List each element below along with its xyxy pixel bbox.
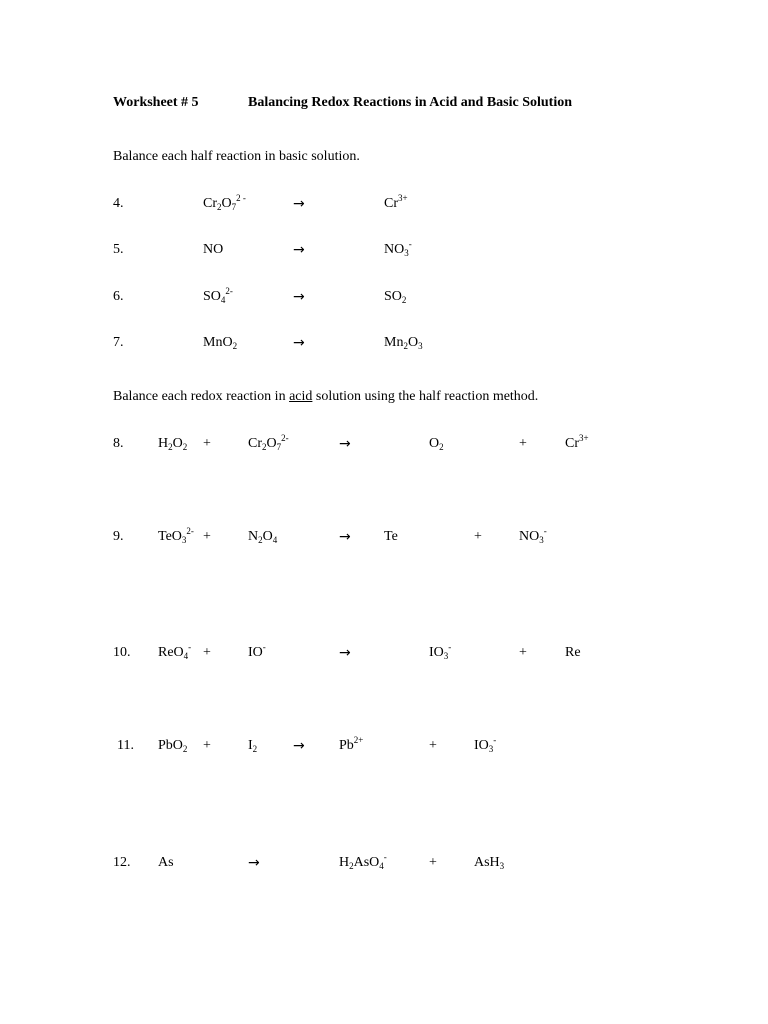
problem-10-reactant-1: ReO$_4$- [158,642,192,661]
problem-7-product: $Mn_2O_3$ [384,335,423,351]
problem-5-product: $NO_3^-$ [384,239,412,258]
problem-9-product-1: Te [384,529,398,544]
problem-8-reactant-1: $H_2O_2$ [158,436,188,452]
problem-8-product-2: $Cr^{3+}$ [565,433,589,451]
problem-10-reactant-2: IO- [248,642,266,660]
problem-8-number: 8. [113,436,124,451]
problem-11-arrow: → [293,738,305,754]
problem-9-reactant-1: TeO$_3^{2-}$ [158,526,194,545]
problem-9-number: 9. [113,529,124,544]
problem-11-product-1: $Pb^{2+}$ [339,735,364,753]
problem-5-number: 5. [113,242,124,257]
problem-8-plus-2: + [519,436,527,451]
problem-12-reactant: As [158,855,174,870]
problem-10-plus-1: + [203,645,211,660]
acid-instruction-part-1: Balance each redox reaction in [113,389,290,404]
problem-9-plus-1: + [203,529,211,544]
problem-7-number: 7. [113,335,124,350]
problem-4-number: 4. [113,196,124,211]
problem-4-reactant: $Cr_2O_7^{2 -}$ [203,193,246,212]
problem-8-reactant-2: $Cr_2O_7^{2-}$ [248,433,289,452]
problem-4-product: $Cr^{3+}$ [384,193,408,211]
problem-12-plus: + [429,855,437,870]
problem-9-product-2: $NO_3^-$ [519,526,547,545]
acid-instruction-underlined-word: acid [289,389,313,404]
problem-6-reactant: $SO_4^{2-}$ [203,286,233,305]
acid-instruction-part-2: solution using the half reaction method. [312,389,539,404]
problem-7-reactant: MnO$_2$ [203,335,238,351]
problem-9-arrow: → [339,529,351,545]
problem-8-plus-1: + [203,436,211,451]
problem-8-arrow: → [339,436,351,452]
problem-10-plus-2: + [519,645,527,660]
problem-4-arrow: → [293,196,305,212]
problem-10-arrow: → [339,645,351,661]
problem-10-number: 10. [113,645,131,660]
problem-6-arrow: → [293,289,305,305]
problem-11-reactant-2: $I_2$ [248,738,258,754]
problem-5-reactant: NO [203,242,224,257]
problem-7-arrow: → [293,335,305,351]
problem-11-number: 11. [117,738,134,753]
problem-5-arrow: → [293,242,305,258]
problem-12-number: 12. [113,855,131,870]
worksheet-title: Balancing Redox Reactions in Acid and Basic Solution [248,95,573,110]
problem-11-product-2: $IO_3^-$ [474,735,497,754]
acid-instruction [113,389,538,405]
problem-6-number: 6. [113,289,124,304]
problem-11-reactant-1: PbO$_2$ [158,738,188,754]
worksheet-number: Worksheet # 5 [113,95,199,110]
problem-10-product-1: $IO_3^-$ [429,642,452,661]
problem-11-plus-2: + [429,738,437,753]
problem-6-product: $SO_2$ [384,289,407,305]
problem-11-plus-1: + [203,738,211,753]
problem-9-plus-2: + [474,529,482,544]
problem-8-product-1: $O_2$ [429,436,444,452]
problem-12-product-1: $H_2AsO_4^-$ [339,852,387,871]
problem-12-product-2: AsH$_3$ [474,855,505,871]
problem-9-reactant-2: $N_2O_4$ [248,529,278,545]
problem-12-arrow: → [248,855,260,871]
basic-instruction: Balance each half reaction in basic solution. [113,149,360,164]
problem-10-product-2: Re [565,645,581,660]
